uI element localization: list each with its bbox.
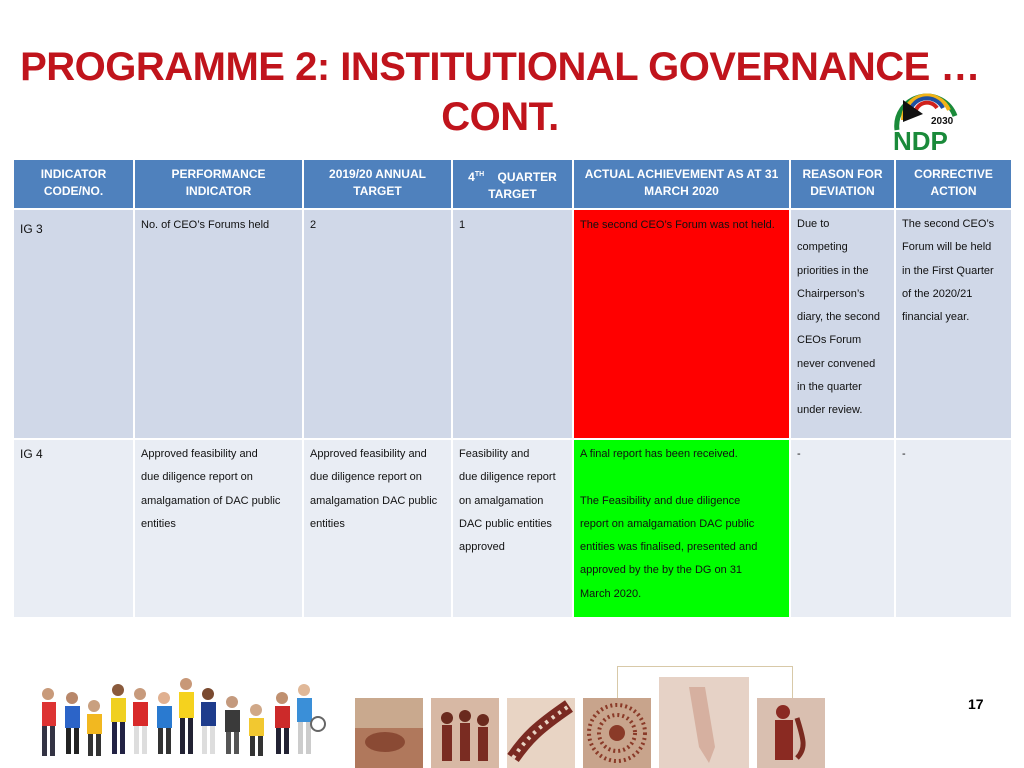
cell-corrective: The second CEO’s Forum will be held in the First Quarter of the 2020/21 financial year. <box>895 209 1012 439</box>
page-number: 17 <box>968 696 984 712</box>
header-actual-achievement: ACTUAL ACHIEVEMENT AS AT 31 MARCH 2020 <box>573 159 790 209</box>
header-corrective-action: CORRECTIVE ACTION <box>895 159 1012 209</box>
performance-table <box>12 158 1013 619</box>
svg-text:2030: 2030 <box>931 116 954 127</box>
dancers-photo <box>431 698 499 768</box>
cell-indicator: No. of CEO’s Forums held <box>134 209 303 439</box>
cell-quarter-target: Feasibility and due diligence report on amalgamation DAC public entities approved <box>452 439 573 618</box>
ndp-2030-logo <box>889 86 961 154</box>
saxophone-player-photo <box>757 698 825 768</box>
cell-annual-target: 2 <box>303 209 452 439</box>
header-indicator-code: INDICATOR CODE/NO. <box>13 159 134 209</box>
cell-reason: - <box>790 439 895 618</box>
cell-indicator: Approved feasibility and due diligence report on amalgamation of DAC public entities <box>134 439 303 618</box>
svg-text:NDP: NDP <box>893 126 948 154</box>
cell-corrective: - <box>895 439 1012 618</box>
cell-code: IG 4 <box>13 439 134 618</box>
cell-quarter-target: 1 <box>452 209 573 439</box>
children-sports-image <box>36 672 326 764</box>
cell-annual-target: Approved feasibility and due diligence report on amalgamation DAC public entities <box>303 439 452 618</box>
table-row <box>13 439 1012 618</box>
cell-achievement: The second CEO’s Forum was not held. <box>573 209 790 439</box>
header-quarter-target: 4TH QUARTER TARGET <box>452 159 573 209</box>
cell-code: IG 3 <box>13 209 134 439</box>
cell-reason: Due to competing priorities in the Chairperson’s diary, the second CEOs Forum never convened in the quarter under review. <box>790 209 895 439</box>
beadwork-photo <box>583 698 651 768</box>
braille-hands-photo <box>355 698 423 768</box>
header-performance-indicator: PERFORMANCE INDICATOR <box>134 159 303 209</box>
header-annual-target: 2019/20 ANNUAL TARGET <box>303 159 452 209</box>
cell-achievement: A final report has been received. The Feasibility and due diligence report on amalgamation DAC public entities was finalised, presented and approved by the by the DG on 31 March 2020. <box>573 439 790 618</box>
ballet-shoes-photo <box>659 677 749 768</box>
header-reason-for-deviation: REASON FOR DEVIATION <box>790 159 895 209</box>
slide-title: PROGRAMME 2: INSTITUTIONAL GOVERNANCE … CONT. <box>20 45 980 139</box>
film-reel-photo <box>507 698 575 768</box>
table-row <box>13 209 1012 439</box>
table-header-row <box>13 159 1012 209</box>
